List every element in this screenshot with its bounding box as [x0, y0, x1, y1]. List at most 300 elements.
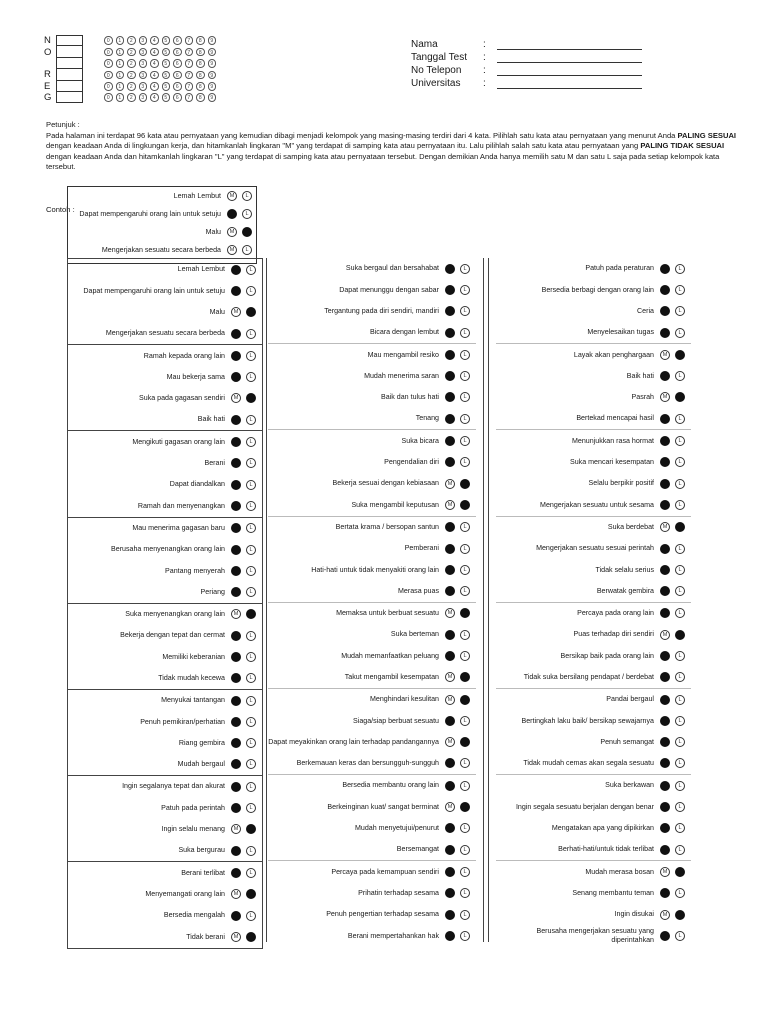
bubble-l[interactable]: L: [675, 371, 685, 381]
field-input-line[interactable]: [497, 54, 642, 63]
bubble-m[interactable]: [445, 586, 455, 596]
bubble-m[interactable]: [231, 437, 241, 447]
statement-row: [68, 366, 256, 387]
answer-bubbles: [660, 651, 685, 661]
bubble-m[interactable]: [231, 696, 241, 706]
bubble-m[interactable]: [660, 802, 670, 812]
bubble-m[interactable]: [445, 651, 455, 661]
bubble-l[interactable]: [460, 479, 470, 489]
bubble-m[interactable]: [231, 846, 241, 856]
bubble-l[interactable]: L: [460, 522, 470, 532]
bubble-m[interactable]: [445, 371, 455, 381]
bubble-l[interactable]: L: [460, 586, 470, 596]
bubble-l[interactable]: L: [246, 759, 256, 769]
digit-bubble[interactable]: 0: [104, 36, 113, 45]
bubble-l[interactable]: L: [675, 586, 685, 596]
digit-bubble[interactable]: 9: [208, 59, 217, 68]
answer-bubbles: [445, 264, 470, 274]
digit-bubble[interactable]: 8: [196, 59, 205, 68]
statement-row: [68, 388, 256, 409]
digit-bubble[interactable]: 5: [162, 48, 171, 57]
digit-bubble[interactable]: 4: [150, 82, 159, 91]
bubble-m[interactable]: [660, 737, 670, 747]
statement-row: [68, 604, 256, 625]
answer-bubbles: [231, 631, 256, 641]
bubble-m[interactable]: M: [660, 910, 670, 920]
bubble-m[interactable]: [445, 823, 455, 833]
bubble-l[interactable]: L: [675, 781, 685, 791]
bubble-m[interactable]: [445, 285, 455, 295]
bubble-l[interactable]: L: [460, 436, 470, 446]
bubble-m[interactable]: [445, 716, 455, 726]
bubble-l[interactable]: [460, 672, 470, 682]
bubble-l[interactable]: L: [246, 265, 256, 275]
bubble-m[interactable]: [231, 673, 241, 683]
bubble-m[interactable]: [445, 630, 455, 640]
digit-bubble[interactable]: 6: [173, 36, 182, 45]
bubble-l[interactable]: L: [460, 565, 470, 575]
bubble-l[interactable]: L: [246, 351, 256, 361]
bubble-m[interactable]: [231, 372, 241, 382]
statement-text: Penuh pemikiran/perhatian: [140, 717, 225, 726]
statement-row: [68, 754, 256, 775]
bubble-l[interactable]: L: [675, 479, 685, 489]
bubble-l[interactable]: L: [675, 888, 685, 898]
bubble-l[interactable]: L: [675, 672, 685, 682]
bubble-l[interactable]: L: [246, 566, 256, 576]
bubble-l[interactable]: L: [460, 630, 470, 640]
bubble-l[interactable]: L: [460, 371, 470, 381]
bubble-l[interactable]: L: [675, 436, 685, 446]
digit-bubble[interactable]: 3: [139, 82, 148, 91]
digit-bubble[interactable]: 7: [185, 36, 194, 45]
bubble-l[interactable]: [675, 522, 685, 532]
bubble-l[interactable]: L: [460, 392, 470, 402]
digit-bubble[interactable]: 1: [116, 82, 125, 91]
statement-text: Dapat menunggu dengan sabar: [339, 285, 439, 294]
bubble-l[interactable]: L: [246, 717, 256, 727]
bubble-l[interactable]: L: [675, 328, 685, 338]
bubble-m[interactable]: [231, 351, 241, 361]
bubble-m[interactable]: M: [231, 609, 241, 619]
bubble-l[interactable]: L: [675, 716, 685, 726]
bubble-m[interactable]: [660, 695, 670, 705]
bubble-l[interactable]: L: [675, 931, 685, 941]
bubble-l[interactable]: L: [246, 911, 256, 921]
statement-text: Berhati-hati/untuk tidak terlibat: [558, 845, 654, 854]
bubble-l[interactable]: L: [246, 846, 256, 856]
bubble-m[interactable]: M: [445, 802, 455, 812]
digit-bubble[interactable]: 3: [139, 93, 148, 102]
bubble-l[interactable]: L: [675, 264, 685, 274]
bubble-m[interactable]: [660, 479, 670, 489]
bubble-m[interactable]: [660, 888, 670, 898]
bubble-m[interactable]: M: [660, 350, 670, 360]
bubble-m[interactable]: [227, 209, 237, 219]
digit-bubble[interactable]: 6: [173, 93, 182, 102]
bubble-l[interactable]: L: [675, 823, 685, 833]
digit-bubble[interactable]: 4: [150, 59, 159, 68]
digit-bubble[interactable]: 2: [127, 93, 136, 102]
bubble-m[interactable]: [660, 500, 670, 510]
bubble-m[interactable]: M: [445, 500, 455, 510]
bubble-m[interactable]: [660, 565, 670, 575]
digit-bubble[interactable]: 1: [116, 48, 125, 57]
bubble-m[interactable]: [660, 758, 670, 768]
bubble-l[interactable]: [675, 392, 685, 402]
bubble-l[interactable]: [246, 824, 256, 834]
bubble-l[interactable]: [460, 500, 470, 510]
bubble-l[interactable]: L: [246, 501, 256, 511]
digit-bubble[interactable]: 4: [150, 93, 159, 102]
answer-bubbles: [231, 393, 256, 403]
bubble-m[interactable]: [231, 911, 241, 921]
digit-bubble[interactable]: 8: [196, 48, 205, 57]
bubble-l[interactable]: L: [675, 457, 685, 467]
grid-entry-box[interactable]: [56, 81, 83, 92]
bubble-l[interactable]: L: [675, 651, 685, 661]
bubble-m[interactable]: [660, 586, 670, 596]
digit-bubble[interactable]: 2: [127, 36, 136, 45]
bubble-l[interactable]: L: [460, 285, 470, 295]
bubble-m[interactable]: [231, 782, 241, 792]
digit-bubble[interactable]: 7: [185, 82, 194, 91]
digit-bubble[interactable]: 0: [104, 59, 113, 68]
bubble-l[interactable]: [246, 609, 256, 619]
bubble-l[interactable]: L: [675, 306, 685, 316]
bubble-l[interactable]: L: [675, 544, 685, 554]
bubble-l[interactable]: L: [460, 457, 470, 467]
bubble-m[interactable]: [231, 286, 241, 296]
grid-entry-box[interactable]: [56, 58, 83, 69]
field-input-line[interactable]: [497, 41, 642, 50]
statement-row: [68, 733, 256, 754]
bubble-l[interactable]: [246, 932, 256, 942]
bubble-l[interactable]: [675, 867, 685, 877]
bubble-l[interactable]: L: [246, 329, 256, 339]
bubble-m[interactable]: [231, 566, 241, 576]
bubble-m[interactable]: M: [445, 608, 455, 618]
bubble-m[interactable]: [445, 931, 455, 941]
digit-bubble[interactable]: 1: [116, 71, 125, 80]
bubble-m[interactable]: [660, 651, 670, 661]
answer-bubbles: [445, 672, 470, 682]
bubble-l[interactable]: L: [242, 191, 252, 201]
bubble-m[interactable]: [660, 544, 670, 554]
digit-bubble[interactable]: 6: [173, 82, 182, 91]
bubble-l[interactable]: L: [675, 737, 685, 747]
bubble-l[interactable]: L: [246, 803, 256, 813]
digit-bubble[interactable]: 0: [104, 71, 113, 80]
statement-row: [496, 301, 685, 322]
bubble-m[interactable]: [660, 672, 670, 682]
digit-bubble[interactable]: 6: [173, 59, 182, 68]
statement-row: [68, 323, 256, 344]
bubble-l[interactable]: L: [460, 350, 470, 360]
digit-bubble[interactable]: 7: [185, 71, 194, 80]
bubble-l[interactable]: L: [246, 738, 256, 748]
bubble-l[interactable]: L: [246, 437, 256, 447]
digit-bubble[interactable]: 5: [162, 59, 171, 68]
bubble-l[interactable]: [675, 630, 685, 640]
bubble-m[interactable]: [231, 738, 241, 748]
bubble-l[interactable]: L: [246, 545, 256, 555]
digit-bubble[interactable]: 5: [162, 71, 171, 80]
bubble-m[interactable]: [231, 265, 241, 275]
digit-bubble[interactable]: 5: [162, 36, 171, 45]
field-input-line[interactable]: [497, 80, 642, 89]
statement-text: Patuh pada peraturan: [585, 264, 654, 273]
bubble-m[interactable]: [231, 415, 241, 425]
bubble-l[interactable]: [675, 910, 685, 920]
answer-bubbles: [660, 328, 685, 338]
digit-bubble[interactable]: 9: [208, 36, 217, 45]
bubble-l[interactable]: [675, 350, 685, 360]
grid-entry-box[interactable]: [56, 69, 83, 80]
bubble-l[interactable]: L: [246, 652, 256, 662]
digit-bubble[interactable]: 3: [139, 36, 148, 45]
digit-bubbles: [104, 36, 216, 45]
digit-bubble[interactable]: 1: [116, 93, 125, 102]
bubble-l[interactable]: [246, 889, 256, 899]
bubble-l[interactable]: L: [675, 285, 685, 295]
bubble-m[interactable]: M: [231, 932, 241, 942]
digit-bubble[interactable]: 6: [173, 71, 182, 80]
bubble-m[interactable]: M: [227, 245, 237, 255]
bubble-l[interactable]: L: [460, 264, 470, 274]
bubble-m[interactable]: [660, 371, 670, 381]
bubble-l[interactable]: L: [246, 782, 256, 792]
digit-bubble[interactable]: 5: [162, 82, 171, 91]
bubble-m[interactable]: [660, 306, 670, 316]
bubble-m[interactable]: [660, 285, 670, 295]
bubble-l[interactable]: L: [460, 716, 470, 726]
digit-bubble[interactable]: 0: [104, 93, 113, 102]
bubble-m[interactable]: [660, 436, 670, 446]
digit-bubble[interactable]: 7: [185, 59, 194, 68]
bubble-l[interactable]: [460, 695, 470, 705]
bubble-m[interactable]: [231, 759, 241, 769]
bubble-m[interactable]: [445, 306, 455, 316]
bubble-l[interactable]: L: [460, 867, 470, 877]
bubble-m[interactable]: [231, 458, 241, 468]
bubble-m[interactable]: [231, 501, 241, 511]
statement-row: [268, 732, 470, 753]
digit-bubble[interactable]: 2: [127, 48, 136, 57]
bubble-m[interactable]: [445, 414, 455, 424]
bubble-l[interactable]: [246, 393, 256, 403]
bubble-m[interactable]: [231, 868, 241, 878]
bubble-l[interactable]: L: [460, 823, 470, 833]
bubble-l[interactable]: L: [460, 845, 470, 855]
bubble-m[interactable]: [445, 867, 455, 877]
bubble-l[interactable]: L: [460, 758, 470, 768]
bubble-l[interactable]: L: [246, 673, 256, 683]
bubble-m[interactable]: M: [660, 522, 670, 532]
bubble-l[interactable]: L: [460, 931, 470, 941]
digit-bubble[interactable]: 6: [173, 48, 182, 57]
bubble-m[interactable]: [231, 545, 241, 555]
digit-bubble[interactable]: 7: [185, 93, 194, 102]
digit-bubble[interactable]: 9: [208, 48, 217, 57]
digit-bubble[interactable]: 8: [196, 36, 205, 45]
bubble-l[interactable]: L: [460, 544, 470, 554]
bubble-m[interactable]: M: [231, 824, 241, 834]
bubble-l[interactable]: L: [675, 758, 685, 768]
bubble-m[interactable]: [445, 565, 455, 575]
bubble-l[interactable]: [246, 307, 256, 317]
bubble-m[interactable]: M: [231, 307, 241, 317]
bubble-l[interactable]: L: [460, 306, 470, 316]
digit-bubble[interactable]: 4: [150, 48, 159, 57]
digit-bubble[interactable]: 2: [127, 82, 136, 91]
bubble-m[interactable]: [660, 845, 670, 855]
answer-bubbles: [445, 565, 470, 575]
bubble-l[interactable]: L: [246, 458, 256, 468]
statement-row: [496, 645, 685, 666]
bubble-l[interactable]: L: [242, 209, 252, 219]
digit-bubble[interactable]: 0: [104, 48, 113, 57]
bubble-m[interactable]: [445, 888, 455, 898]
bubble-l[interactable]: L: [675, 845, 685, 855]
bubble-l[interactable]: L: [246, 523, 256, 533]
digit-bubble[interactable]: 9: [208, 71, 217, 80]
digit-bubble[interactable]: 3: [139, 48, 148, 57]
bubble-m[interactable]: M: [231, 393, 241, 403]
bubble-l[interactable]: L: [246, 415, 256, 425]
bubble-m[interactable]: [231, 652, 241, 662]
bubble-m[interactable]: [660, 608, 670, 618]
statement-row: [268, 408, 470, 429]
bubble-m[interactable]: [445, 436, 455, 446]
bubble-m[interactable]: M: [660, 630, 670, 640]
bubble-l[interactable]: [460, 608, 470, 618]
bubble-m[interactable]: [445, 522, 455, 532]
bubble-l[interactable]: L: [675, 608, 685, 618]
bubble-m[interactable]: [231, 803, 241, 813]
digit-bubble[interactable]: 8: [196, 93, 205, 102]
bubble-l[interactable]: L: [675, 565, 685, 575]
bubble-m[interactable]: M: [227, 227, 237, 237]
bubble-l[interactable]: L: [675, 802, 685, 812]
bubble-m[interactable]: [660, 716, 670, 726]
bubble-m[interactable]: [445, 457, 455, 467]
bubble-l[interactable]: L: [246, 696, 256, 706]
bubble-m[interactable]: [660, 264, 670, 274]
bubble-m[interactable]: [660, 931, 670, 941]
bubble-m[interactable]: [660, 823, 670, 833]
bubble-m[interactable]: [660, 781, 670, 791]
digit-bubble[interactable]: 3: [139, 71, 148, 80]
bubble-m[interactable]: [445, 781, 455, 791]
statement-group: [496, 688, 691, 774]
digit-bubble[interactable]: 1: [116, 36, 125, 45]
bubble-l[interactable]: [460, 802, 470, 812]
grid-entry-box[interactable]: [56, 92, 83, 103]
digit-bubble[interactable]: 2: [127, 71, 136, 80]
digit-bubble[interactable]: 4: [150, 36, 159, 45]
field-input-line[interactable]: [497, 67, 642, 76]
grid-entry-box[interactable]: [56, 35, 83, 46]
digit-bubble[interactable]: 8: [196, 71, 205, 80]
bubble-l[interactable]: L: [675, 500, 685, 510]
answer-bubbles: [231, 437, 256, 447]
bubble-m[interactable]: M: [231, 889, 241, 899]
statement-text: Ingin segala sesuatu berjalan dengan benar: [515, 802, 654, 811]
bubble-l[interactable]: L: [246, 631, 256, 641]
statement-row: [496, 710, 685, 731]
bubble-l[interactable]: L: [246, 286, 256, 296]
bubble-m[interactable]: [445, 845, 455, 855]
digit-bubble[interactable]: 2: [127, 59, 136, 68]
digit-bubble[interactable]: 3: [139, 59, 148, 68]
digit-bubble[interactable]: 1: [116, 59, 125, 68]
bubble-m[interactable]: [445, 544, 455, 554]
bubble-m[interactable]: M: [445, 479, 455, 489]
bubble-m[interactable]: [231, 587, 241, 597]
bubble-m[interactable]: M: [445, 695, 455, 705]
answer-bubbles: [231, 759, 256, 769]
statement-row: [68, 776, 256, 797]
bubble-l[interactable]: L: [460, 910, 470, 920]
digit-bubble[interactable]: 9: [208, 82, 217, 91]
bubble-l[interactable]: L: [246, 372, 256, 382]
bubble-m[interactable]: [445, 264, 455, 274]
bubble-l[interactable]: L: [246, 587, 256, 597]
grid-entry-box[interactable]: [56, 46, 83, 57]
bubble-l[interactable]: L: [460, 414, 470, 424]
bubble-l[interactable]: L: [246, 480, 256, 490]
bubble-m[interactable]: [660, 457, 670, 467]
bubble-l[interactable]: [460, 737, 470, 747]
bubble-m[interactable]: [660, 414, 670, 424]
bubble-m[interactable]: [660, 328, 670, 338]
bubble-l[interactable]: L: [460, 781, 470, 791]
digit-bubble[interactable]: 5: [162, 93, 171, 102]
digit-bubble[interactable]: 0: [104, 82, 113, 91]
bubble-m[interactable]: [231, 717, 241, 727]
bubble-l[interactable]: L: [675, 695, 685, 705]
bubble-m[interactable]: M: [227, 191, 237, 201]
bubble-l[interactable]: L: [460, 888, 470, 898]
bubble-l[interactable]: L: [460, 328, 470, 338]
bubble-m[interactable]: [445, 350, 455, 360]
bubble-m[interactable]: [445, 328, 455, 338]
bubble-m[interactable]: [231, 480, 241, 490]
bubble-m[interactable]: [231, 523, 241, 533]
bubble-m[interactable]: M: [445, 737, 455, 747]
bubble-l[interactable]: [242, 227, 252, 237]
bubble-l[interactable]: L: [460, 651, 470, 661]
bubble-m[interactable]: [445, 910, 455, 920]
bubble-l[interactable]: L: [246, 868, 256, 878]
digit-bubble[interactable]: 8: [196, 82, 205, 91]
bubble-m[interactable]: M: [660, 392, 670, 402]
bubble-m[interactable]: [445, 758, 455, 768]
column-divider: [483, 258, 484, 942]
bubble-m[interactable]: M: [445, 672, 455, 682]
bubble-m[interactable]: M: [660, 867, 670, 877]
digit-bubble[interactable]: 9: [208, 93, 217, 102]
bubble-m[interactable]: [445, 392, 455, 402]
statement-row: [68, 203, 252, 225]
bubble-m[interactable]: [231, 329, 241, 339]
digit-bubble[interactable]: 4: [150, 71, 159, 80]
digit-bubble[interactable]: 7: [185, 48, 194, 57]
bubble-l[interactable]: L: [675, 414, 685, 424]
bubble-m[interactable]: [231, 631, 241, 641]
bubble-l[interactable]: L: [242, 245, 252, 255]
